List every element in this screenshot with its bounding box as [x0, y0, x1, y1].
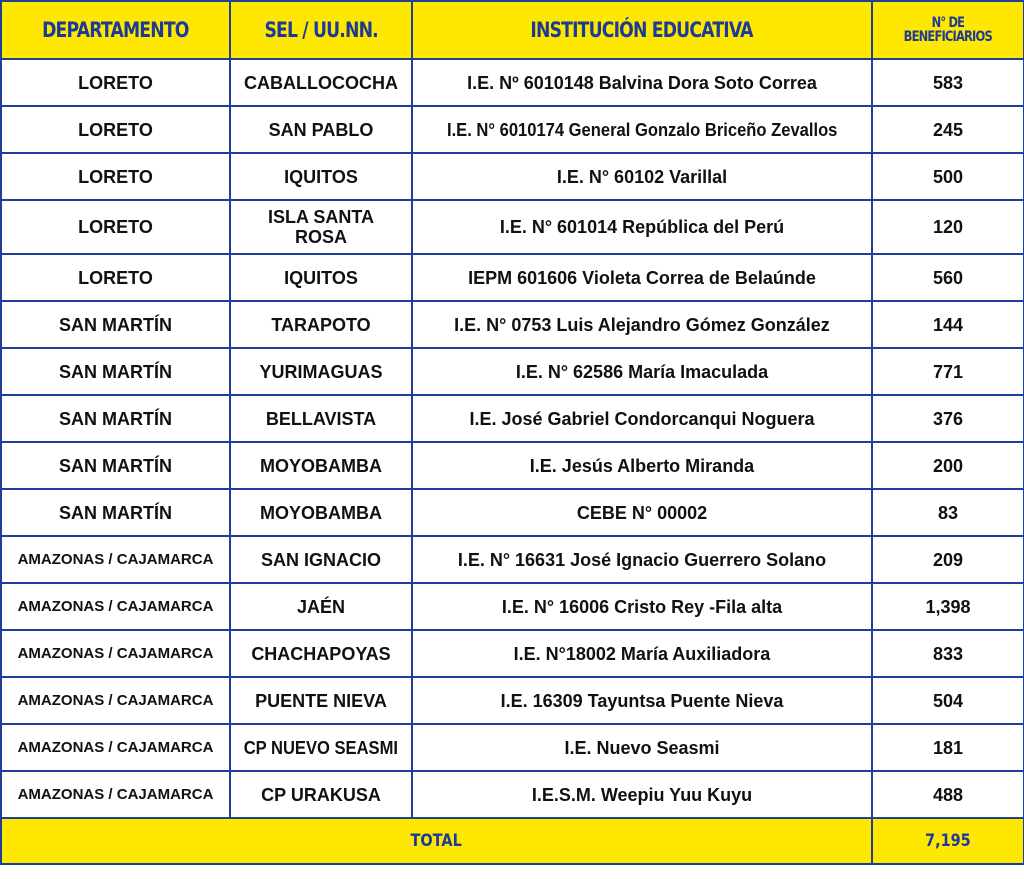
cell-beneficiarios: 83: [872, 489, 1024, 536]
cell-institucion: I.E. Jesús Alberto Miranda: [412, 442, 872, 489]
cell-sel: IQUITOS: [230, 153, 412, 200]
cell-sel: [230, 724, 412, 771]
cell-sel: SAN PABLO: [230, 106, 412, 153]
cell-beneficiarios: 376: [872, 395, 1024, 442]
header-sel: SEL / UU.NN.: [230, 1, 412, 59]
cell-beneficiarios: 488: [872, 771, 1024, 818]
cell-sel: CABALLOCOCHA: [230, 59, 412, 106]
cell-departamento: AMAZONAS / CAJAMARCA: [1, 724, 230, 771]
cell-beneficiarios: 1,398: [872, 583, 1024, 630]
cell-departamento: AMAZONAS / CAJAMARCA: [1, 677, 230, 724]
header-beneficiarios-line2: BENEFICIARIOS: [903, 29, 993, 45]
cell-beneficiarios: 771: [872, 348, 1024, 395]
table-header: [1, 1, 1024, 59]
header-beneficiarios-line1: N° DE: [931, 15, 965, 31]
cell-sel: BELLAVISTA: [230, 395, 412, 442]
cell-institucion-text: I.E. N° 6010174 General Gonzalo Briceño Zevallos: [446, 119, 838, 140]
table-row: [1, 153, 1024, 200]
cell-departamento: AMAZONAS / CAJAMARCA: [1, 536, 230, 583]
total-value: 7,195: [872, 818, 1024, 864]
header-institucion: INSTITUCIÓN EDUCATIVA: [412, 1, 872, 59]
cell-institucion: IEPM 601606 Violeta Correa de Belaúnde: [412, 254, 872, 301]
table-row: [1, 442, 1024, 489]
cell-beneficiarios: 120: [872, 200, 1024, 254]
total-row: [1, 818, 1024, 864]
cell-beneficiarios: 833: [872, 630, 1024, 677]
cell-sel: PUENTE NIEVA: [230, 677, 412, 724]
cell-institucion: I.E. N° 62586 María Imaculada: [412, 348, 872, 395]
header-departamento: DEPARTAMENTO: [1, 1, 230, 59]
cell-institucion: I.E. N° 0753 Luis Alejandro Gómez González: [412, 301, 872, 348]
cell-beneficiarios: 583: [872, 59, 1024, 106]
table-row: [1, 106, 1024, 153]
cell-sel-text: CP NUEVO SEASMI: [243, 737, 399, 758]
table-row: [1, 724, 1024, 771]
cell-departamento: SAN MARTÍN: [1, 395, 230, 442]
cell-sel: MOYOBAMBA: [230, 442, 412, 489]
table-row: [1, 254, 1024, 301]
cell-departamento: LORETO: [1, 200, 230, 254]
cell-departamento: AMAZONAS / CAJAMARCA: [1, 771, 230, 818]
cell-sel: MOYOBAMBA: [230, 489, 412, 536]
cell-institucion: I.E. N°18002 María Auxiliadora: [412, 630, 872, 677]
header-row: [1, 1, 1024, 59]
cell-sel-line1: ISLA SANTA: [268, 207, 374, 227]
table-row: [1, 301, 1024, 348]
cell-sel: TARAPOTO: [230, 301, 412, 348]
cell-beneficiarios: 560: [872, 254, 1024, 301]
cell-beneficiarios: 144: [872, 301, 1024, 348]
cell-departamento: AMAZONAS / CAJAMARCA: [1, 583, 230, 630]
table-row: [1, 59, 1024, 106]
cell-departamento: LORETO: [1, 153, 230, 200]
table-row: [1, 677, 1024, 724]
cell-beneficiarios: 200: [872, 442, 1024, 489]
cell-departamento: SAN MARTÍN: [1, 301, 230, 348]
cell-beneficiarios: 209: [872, 536, 1024, 583]
cell-departamento: SAN MARTÍN: [1, 348, 230, 395]
cell-sel: [230, 200, 412, 254]
cell-institucion: I.E. N° 601014 República del Perú: [412, 200, 872, 254]
header-beneficiarios: [872, 1, 1024, 59]
cell-sel: CHACHAPOYAS: [230, 630, 412, 677]
cell-departamento: SAN MARTÍN: [1, 442, 230, 489]
cell-sel-line2: ROSA: [294, 227, 347, 247]
cell-departamento: AMAZONAS / CAJAMARCA: [1, 630, 230, 677]
cell-institucion: [412, 106, 872, 153]
cell-beneficiarios: 181: [872, 724, 1024, 771]
cell-sel: SAN IGNACIO: [230, 536, 412, 583]
cell-departamento: LORETO: [1, 254, 230, 301]
cell-sel: IQUITOS: [230, 254, 412, 301]
table-row: [1, 583, 1024, 630]
cell-institucion: I.E. Nº 6010148 Balvina Dora Soto Correa: [412, 59, 872, 106]
table-row: [1, 771, 1024, 818]
table-footer: [1, 818, 1024, 864]
cell-institucion: I.E.S.M. Weepiu Yuu Kuyu: [412, 771, 872, 818]
cell-departamento: LORETO: [1, 59, 230, 106]
cell-institucion: I.E. N° 16006 Cristo Rey -Fila alta: [412, 583, 872, 630]
table-row: [1, 536, 1024, 583]
cell-departamento: SAN MARTÍN: [1, 489, 230, 536]
cell-institucion: I.E. 16309 Tayuntsa Puente Nieva: [412, 677, 872, 724]
table-row: [1, 489, 1024, 536]
cell-sel: JAÉN: [230, 583, 412, 630]
cell-beneficiarios: 500: [872, 153, 1024, 200]
total-label: TOTAL: [1, 818, 872, 864]
table-row: [1, 200, 1024, 254]
table-row: [1, 630, 1024, 677]
cell-beneficiarios: 504: [872, 677, 1024, 724]
cell-institucion: I.E. N° 16631 José Ignacio Guerrero Solano: [412, 536, 872, 583]
cell-sel: YURIMAGUAS: [230, 348, 412, 395]
cell-departamento: LORETO: [1, 106, 230, 153]
cell-sel: CP URAKUSA: [230, 771, 412, 818]
cell-institucion: I.E. José Gabriel Condorcanqui Noguera: [412, 395, 872, 442]
cell-institucion: I.E. Nuevo Seasmi: [412, 724, 872, 771]
table-body: [1, 59, 1024, 818]
cell-institucion: CEBE N° 00002: [412, 489, 872, 536]
cell-beneficiarios: 245: [872, 106, 1024, 153]
cell-institucion: I.E. N° 60102 Varillal: [412, 153, 872, 200]
table-row: [1, 348, 1024, 395]
table-row: [1, 395, 1024, 442]
